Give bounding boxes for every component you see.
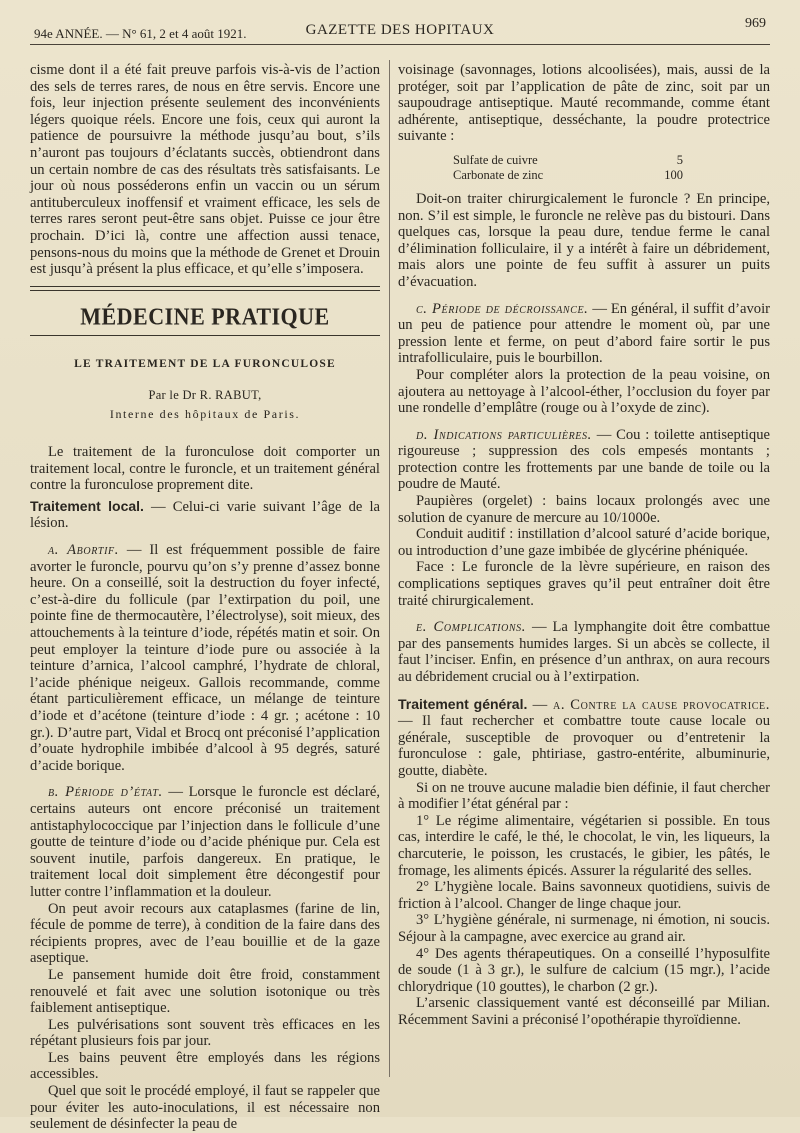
page-header — [30, 14, 770, 45]
formula-row — [453, 168, 683, 183]
subheading-general: Traitement général. — [398, 695, 528, 712]
left-column — [30, 62, 381, 1133]
paragraph-text: — Lorsque le furoncle est déclaré, certains auteurs ont encore préconisé un traitement antistaphylococcique par l’injection dans le follicule d’une goutte de teinture d’iode ou d’acide phénique pur. Cela est souvent inutile, parfois dangereux. En pratique, le traitement local doit simplement être décongestif pour lutter contre l’inflammation et la douleur. — [30, 784, 380, 900]
paragraph: 2° L’hygiène locale. Bains savonneux quotidiens, suivis de friction à l’alcool. Changer de linge chaque jour. — [398, 879, 770, 912]
paragraph: voisinage (savonnages, lotions alcoolisées), mais, aussi de la protéger, soit par l’application de pâte de zinc, soit par un saupoudrage antiseptique. Mauté recommande, comme étant adhérente, antiseptique, desséchante, la poudre protectrice suivante : — [398, 62, 770, 145]
paragraph: Le traitement de la furonculose doit comporter un traitement local, contre le furoncle, et un traitement général contre la furonculose proprement dite. — [30, 444, 380, 494]
paragraph: 3° L’hygiène générale, ni surmenage, ni émotion, ni soucis. Séjour à la campagne, avec exercice au grand air. — [398, 912, 770, 945]
column-divider — [389, 60, 390, 1077]
paragraph — [398, 301, 770, 367]
title-rule — [30, 335, 380, 336]
author-role: Interne des hôpitaux de Paris. — [109, 406, 301, 421]
paragraph: Les bains peuvent être employés dans les régions accessibles. — [30, 1049, 380, 1083]
subsection-label: e. Complications. — [416, 619, 527, 636]
paragraph-text: — Cou : toilette antiseptique rigoureuse ; suppression des cols empesés montants ; protection contre les frottements par une bande de toile ou la poudre de Mauté. — [398, 426, 770, 493]
paragraph: Quel que soit le procédé employé, il faut se rappeler que pour éviter les auto-inoculations, il est nécessaire non seulement de désinfecter la peau de — [30, 1083, 380, 1133]
paragraph: 1° Le régime alimentaire, végétarien si possible. En tous cas, interdire le café, le thé, le chocolat, le vin, les liqueurs, la charcuterie, le poisson, les crustacés, le gibier, les pâtés, le fromage, les aliments épicés. Assurer la régularité des selles. — [398, 812, 770, 879]
right-column — [398, 62, 770, 1087]
subsection-label: d. Indications particulières. — [416, 426, 592, 443]
paragraph: Si on ne trouve aucune maladie bien définie, il faut chercher à modifier l’état général par : — [398, 779, 770, 813]
journal-title: GAZETTE DES HOPITAUX — [305, 22, 495, 38]
paragraph-text: — Il est fréquemment possible de faire avorter le furoncle, pourvu qu’on s’y prenne d’assez bonne heure. On a conseillé, soit la destruction du foyer infecté, c’est-à-dire du follicule (par l’extirpation du poil, une pointe fine de thermocautère, l’électrolyse), soit mieux, des attouchements à la teinture d’iode, répétés matin et soir. On peut employer la teinture d’iode pure ou associée à la teinture d’arnica, l’alcool camphré, l’hydrate de chloral, l’acide phénique neigeux. Gallois recommande, comme étant particulièrement efficace, un mélange de teinture d’iode et d’acétone (teinture d’iode : 4 gr. ; acétone : 10 gr.). D’autre part, Vidal et Brocq ont préconisé l’application d’ouate hydrophile imbibée d’alcool à 95 degrés, saturé d’acide borique. — [30, 542, 380, 774]
paragraph — [30, 542, 380, 774]
paragraph: Paupières (orgelet) : bains locaux prolongés avec une solution de cyanure de mercure au 10/1000e. — [398, 493, 770, 526]
section-title: MÉDECINE PRATIQUE — [80, 302, 330, 330]
subsection-label: c. Période de décroissance. — [416, 300, 589, 317]
paragraph: Le pansement humide doit être froid, constamment renouvelé et fait avec une solution isotonique ou très faiblement antiseptique. — [30, 966, 380, 1017]
section-rule — [30, 286, 380, 291]
paragraph — [398, 619, 770, 685]
paragraph — [398, 427, 770, 493]
article-title: LE TRAITEMENT DE LA FURONCULOSE — [74, 358, 336, 371]
paragraph: L’arsenic classiquement vanté est déconseillé par Milian. Récemment Savini a préconisé l’opothérapie thyroïdienne. — [398, 995, 770, 1028]
formula-table — [453, 153, 683, 183]
formula-quantity: 100 — [664, 167, 683, 182]
issue-info: 94e ANNÉE. — N° 61, 2 et 4 août 1921. — [34, 26, 247, 41]
formula-row — [453, 153, 683, 168]
paragraph: Face : Le furoncle de la lèvre supérieure, en raison des complications septiques graves qu’il peut entraîner doit être traité chirurgicalement. — [398, 559, 770, 609]
paragraph — [30, 498, 380, 532]
paragraph — [30, 784, 380, 900]
paragraph: Les pulvérisations sont souvent très efficaces en les répétant plusieurs fois par jour. — [30, 1016, 380, 1050]
paragraph-text: — Il faut rechercher et combattre toute cause locale ou générale, susceptible de provoquer ou d’entretenir la furonculose : gale, phtiriase, gastro-entérite, albuminurie, goutte, diabète. — [398, 713, 770, 779]
paragraph-text: — Celui-ci varie suivant l’âge de la lésion. — [30, 498, 381, 532]
subsection-label: a. Abortif. — [48, 542, 119, 559]
page-number: 969 — [745, 16, 766, 31]
paragraph: Conduit auditif : instillation d’alcool saturé d’acide borique, ou introduction d’une gaze imbibée de glycérine phéniquée. — [398, 526, 770, 559]
paragraph-text: — En général, il suffit d’avoir un peu de patience pour attendre le moment où, par une pression lente et ferme, on peut d’abord faire sortir le pus intrafolliculaire, puis le bourbillon. — [398, 300, 770, 367]
formula-ingredient: Sulfate de cuivre — [453, 152, 538, 167]
author-byline: Par le Dr R. RABUT, — [148, 387, 262, 402]
paragraph: 4° Des agents thérapeutiques. On a conseillé l’hyposulfite de soude (1 à 3 gr.), le sulfure de calcium (15 mgr.), l’acide chlorydrique (10 gouttes), le charbon (2 gr.). — [398, 945, 770, 995]
paragraph: Doit-on traiter chirurgicalement le furoncle ? En principe, non. S’il est simple, le furoncle ne relève pas du bistouri. Dans quelques cas, lorsque la peau dure, tendue ferme le canal d’élimination folliculaire, il y a intérêt à faire un débridement, mais alors une pointe de feu suffit à assurer un puits d’évacuation. — [398, 190, 770, 290]
paragraph: Pour compléter alors la protection de la peau voisine, on ajoutera au nettoyage à l’alcool-éther, l’occlusion du foyer par une rondelle d’emplâtre (rouge ou à l’oxyde de zinc). — [398, 366, 770, 417]
intro-paragraph: cisme dont il a été fait preuve parfois vis-à-vis de l’action des sels de terres rares, de nous en être servis. Encore une fois, leur injection présente seulement des inconvénients légers quoique réels. Encore une fois, ceux qui auront la patience de poursuivre la méthode jusqu’au bout, s’ils n’auront pas toujours d’éclatants succès, obtiendront dans un certain nombre de cas des résultats très satisfaisants. Le jour où nous posséderons enfin un vaccin ou un sérum antituberculeux inoffensif et vraiment efficace, les sels de terres rares seront peut-être sans objet. Puisse ce jour être prochain. D’ici là, contre une affection aussi tenace, pensons-nous du moins que la méthode de Grenet et Drouin est jusqu’à présent la plus efficace, et qu’elle s’imposera. — [30, 62, 380, 278]
subsection-label: — a. Contre la cause provocatrice. — [527, 696, 770, 713]
paragraph: On peut avoir recours aux cataplasmes (farine de lin, fécule de pomme de terre), à condition de la faire dans des récipients propres, avec de l’eau bouillie et de la gaze aseptique. — [30, 900, 380, 967]
paragraph — [398, 696, 770, 780]
subheading-local: Traitement local. — [30, 497, 144, 514]
formula-ingredient: Carbonate de zinc — [453, 167, 544, 182]
paragraph-text: — La lymphangite doit être combattue par des pansements humides larges. Si un abcès se collecte, il faut l’inciser. Enfin, en présence d’un anthrax, on aura recours au débridement crucial ou à l’extirpation. — [398, 619, 770, 685]
formula-quantity: 5 — [676, 152, 683, 167]
subsection-label: b. Période d’état. — [48, 784, 163, 801]
